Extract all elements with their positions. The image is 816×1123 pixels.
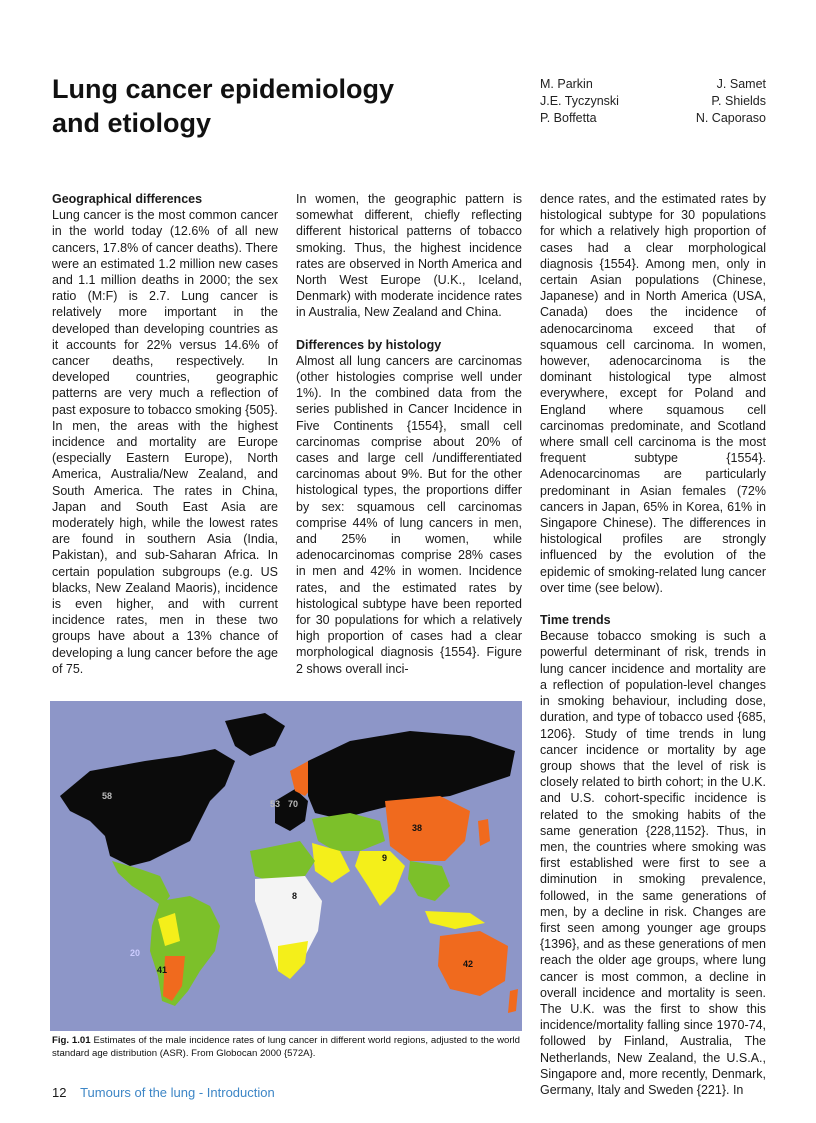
caption-text: Estimates of the male incidence rates of lung cancer in different world regions, adjusted to the world standard age distribution (ASR). From Globocan 2000 {572A}. (52, 1035, 521, 1059)
section-heading-geographical: Geographical differences (52, 192, 203, 206)
author-name: M. Parkin (540, 77, 593, 91)
region-india (355, 851, 405, 906)
body-paragraph: Almost all lung cancers are carcinomas (other histologies comprise well under 1%). In the combined data from the series published in Cancer Incidence in Five Continents {1554}, small cell carcinomas comprise about 20% of cases and large cell /undifferentiated carcinomas about 9%. But for the other histological types, the proportions differ by sex: squamous cell carcinomas comprise 44% of lung cancers in men, and 25% in women, while adenocarcinomas comprise 28% cases in men and 42% in women. Incidence rates, and the estimated rates by histological subtype have been reported for 30 populations for which a relatively high proportion of cases had a clear morphological diagnosis {1554}. Figure 2 shows overall inci- (296, 353, 522, 676)
world-map-figure (50, 701, 522, 1031)
title-line-2: and etiology (52, 108, 212, 138)
author-name: P. Shields (711, 94, 766, 108)
region-central-asia (312, 813, 385, 851)
title-line-1: Lung cancer epidemiology (52, 74, 395, 104)
region-se-asia (408, 861, 450, 901)
map-label-sa-w: 20 (130, 948, 141, 958)
author-row (540, 93, 766, 110)
region-new-zealand (508, 989, 518, 1013)
world-map (50, 701, 522, 1031)
author-name: P. Boffetta (540, 111, 597, 125)
body-paragraph: In women, the geographic pattern is somewhat different, chiefly reflecting different historical patterns of tobacco smoking. Thus, the highest incidence rates are observed in North America and North West Europe (U.K., Iceland, Denmark) with moderate incidence rates in Australia, New Zealand and China. (296, 192, 522, 320)
map-label-eu-w: 53 (270, 799, 281, 809)
body-paragraph: Lung cancer is the most common cancer in the world today (12.6% of all new cancers, 17.8% of cancer deaths). There were an estimated 1.2 million new cases and 1.1 million deaths in 2000; the sex ratio (M:F) is 2.7. Lung cancer is relatively more important in the developed than developing countries as it accounts for 22% versus 14.6% of cancer deaths, respectively. In developed countries, geographic patterns are very much a reflection of past exposure to tobacco smoking {505}. (52, 208, 278, 417)
author-list (540, 76, 766, 127)
map-label-eu-e: 70 (288, 799, 299, 809)
author-row (540, 110, 766, 127)
map-label-na: 58 (102, 791, 113, 801)
body-paragraph: Because tobacco smoking is such a powerful determinant of risk, trends in lung cancer incidence and mortality are a reflection of population-level changes in smoking behaviour, including dose, duration, and type of tobacco used {685, 1206}. Study of time trends in lung cancer incidence or mortality by age group shows that the level of risk is closely related to birth cohort; in the U.K. and U.S. cohort-specific incidence is related to the smoking habits of the same generation {228,1152}. Thus, in men, the countries where smoking was first established were first to see a diminution in smoking prevalence, followed, in the same generations of men, by a decline in risk. Changes are first seen among younger age groups {1396}, and as these generations of men reach the older age groups, where lung cancer is most common, a decline in overall incidence and mortality is seen. The U.K. was the first to show this incidence/mortality falling since 1970-74, followed by Finland, Australia, The Netherlands, New Zealand, the U.S.A., Singapore and, more recently, Denmark, Germany, Italy and Sweden {221}. In (540, 629, 766, 1097)
caption-label: Fig. 1.01 (52, 1035, 91, 1046)
author-name: J. Samet (716, 77, 766, 91)
region-central-america (112, 861, 170, 906)
region-southern-africa (278, 941, 308, 979)
region-japan (478, 819, 490, 846)
body-paragraph: dence rates, and the estimated rates by histological subtype for 30 populations for which a relatively high proportion of cases had a clear morphological diagnosis {1554}. Among men, only in certain Asian populations (Chinese, Japanese) and in North America (USA, Canada) does the incidence of adenocarcinoma exceed that of squamous cell carcinoma. In women, however, adenocarcinoma is the dominant histological type almost everywhere, except for Poland and England where squamous cell carcinomas predominate, and Scotland where small cell carcinoma is the most frequent subtype {1554}. Adenocarcinomas are particularly predominant in Asian females (72% cancers in Japan, 65% in Korea, 61% in Singapore Chinese). The differences in histological profiles are strongly influenced by the evolution of the epidemic of smoking-related lung cancer over time (see below). (540, 192, 766, 595)
page-title (52, 72, 432, 140)
page-number: 12 (52, 1085, 67, 1100)
author-name: N. Caporaso (695, 111, 766, 125)
region-europe-west (275, 789, 308, 831)
page-footer (52, 1085, 275, 1100)
map-label-aus: 42 (463, 959, 474, 969)
section-heading-histology: Differences by histology (296, 337, 442, 352)
text-column-3 (540, 191, 766, 1098)
region-greenland (225, 713, 285, 756)
map-label-sa-s: 41 (157, 965, 168, 975)
body-paragraph: In men, the areas with the highest incidence and mortality are Europe (especially Eastern Europe), North America, Australia/New Zealand, and South America. The rates in China, Japan and South East Asia are moderately high, while the lowest rates are found in southern Asia (India, Pakistan), and sub-Saharan Africa. In certain population subgroups (e.g. US blacks, New Zealand Maoris), incidence is even higher, and with current incidence rates, men in these two groups have about a 13% chance of developing a lung cancer before the age of 75. (52, 418, 278, 676)
region-china (385, 796, 470, 861)
footer-section-link[interactable]: Tumours of the lung - Introduction (80, 1085, 275, 1100)
map-label-china: 38 (412, 823, 423, 833)
text-column-1 (52, 191, 278, 677)
author-name: J.E. Tyczynski (540, 94, 619, 108)
region-south-america (150, 896, 220, 1006)
map-label-africa: 8 (292, 891, 298, 901)
map-label-india: 9 (382, 853, 388, 863)
section-heading-time-trends: Time trends (540, 613, 611, 628)
region-north-america (60, 749, 235, 866)
author-row (540, 76, 766, 93)
text-column-2 (296, 191, 522, 677)
region-indonesia (425, 911, 485, 929)
figure-caption (52, 1034, 520, 1060)
